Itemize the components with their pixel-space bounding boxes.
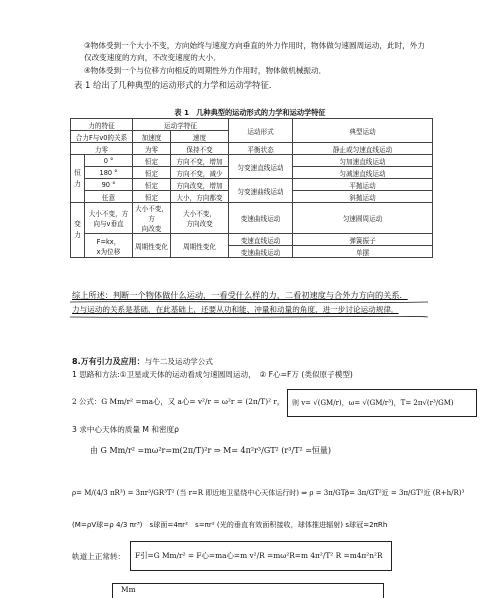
section-title: 8.万有引力及应用： (72, 357, 145, 366)
formula-box-orbit (287, 389, 477, 417)
header-kinematics: 运动学特征 (133, 119, 229, 131)
constant-motion-b: 匀变速曲线运动 (229, 179, 293, 203)
formula-box-centripetal (130, 541, 392, 571)
header-force: 力的特征 (71, 119, 133, 131)
summary-line-2: 力与运动的关系是基础，在此基础上，还要从功和能、冲量和动量的角度，进一步讨论运动规律． (72, 305, 399, 314)
section-subtitle: 与牛二及运动学公式 (144, 357, 213, 366)
motion-table (70, 118, 433, 258)
formula-acceleration: Mm/r² =ma心，又 a心= v²/r = ω²r = (2π/T)² r， (109, 397, 285, 406)
formula-cut-text: Mm (121, 585, 136, 594)
constant-typical: 平抛运动 (293, 179, 433, 191)
header-motion: 运动形式 (229, 119, 293, 143)
header-vel: 速度 (171, 131, 229, 143)
variable-cond (85, 203, 133, 234)
formula-label: 2 公式：G (72, 397, 108, 406)
constant-angle: 任意 (85, 191, 133, 203)
variable-vel (171, 203, 229, 234)
variable-motion: 变速直线运动 (229, 234, 293, 246)
constant-acc: 恒定 (133, 191, 171, 203)
formula-centripetal: F引=G Mm/r² = F心=ma心=m v²/R =mω²R=m 4π²/T² R =m4π²n²R (135, 551, 383, 560)
variable-acc-line: 向改变 (141, 225, 162, 233)
formula-box-cut (112, 583, 384, 598)
constant-acc: 恒定 (133, 167, 171, 179)
intro-line-3: ④物体受到一个与位移方向相反的周期性外力作用时，物体做机械振动． (84, 66, 327, 75)
section-point-1: 1 思路和方法:①卫星或天体的运动看成匀速圆周运动， ② F心=F万 (类似原子模型) (72, 370, 353, 379)
variable-cond-line: x为位移 (96, 247, 121, 256)
variable-cond-line: F=kx， (96, 237, 121, 246)
header-typical: 典型运动 (293, 119, 433, 143)
variable-motion: 变速曲线运动 (229, 203, 293, 234)
constant-vel: 方向不变，减少 (171, 167, 229, 179)
constant-motion-a: 匀变速直线运动 (229, 155, 293, 179)
variable-acc-line: 大小不变，方 (135, 205, 168, 223)
variable-acc (133, 203, 171, 234)
variable-label: 变力 (71, 203, 85, 258)
header-combo: 合力F与v0的关系 (71, 131, 133, 143)
constant-vel: 方向不变，增加 (171, 155, 229, 167)
zero-vel: 保持不变 (171, 143, 229, 155)
summary-line-1: 综上所述：判断一个物体做什么运动，一看受什么样的力，二看初速度与合外力方向的关系． (72, 290, 408, 300)
variable-typical: 弹簧振子 (293, 234, 433, 246)
constant-angle: 180 ° (85, 167, 133, 179)
variable-typical: 匀速圆周运动 (293, 203, 433, 234)
constant-label: 恒力 (71, 155, 85, 203)
formula-orbit: 则 v= √(GM/r)，ω= √(GM/r³)，T= 2π√(r³/GM) (292, 399, 454, 407)
intro-line-2: 仅改变速度的方向，不改变速度的大小． (84, 53, 221, 62)
variable-cond-line: 向与v垂直 (93, 220, 124, 228)
handwritten-underline (70, 301, 428, 303)
variable-typical: 单摆 (293, 246, 433, 258)
zero-acc: 为零 (133, 143, 171, 155)
variable-vel-line: 大小不变， (183, 210, 216, 218)
constant-typical: 匀加速直线运动 (293, 155, 433, 167)
intro-line-1: ③物体受到一个大小不变，方向始终与速度方向垂直的外力作用时，物体做匀速圆周运动，此时，外力 (84, 41, 425, 50)
variable-vel: 周期性变化 (171, 234, 229, 258)
zero-motion: 平衡状态 (229, 143, 293, 155)
zero-typical: 静止或匀速直线运动 (293, 143, 433, 155)
section-point-3: 3 求中心天体的质量 M 和密度ρ (72, 425, 179, 434)
constant-vel: 大小，方向都变 (171, 191, 229, 203)
constant-acc: 恒定 (133, 155, 171, 167)
constant-acc: 恒定 (133, 179, 171, 191)
formula-density-orbit: ρ= 3π/GT²近 = 3π/GT²近 (R+h/R)³ (345, 489, 465, 497)
intro-line-4: 表 1 给出了几种典型的运动形式的力学和运动学特征． (74, 80, 278, 90)
constant-vel: 方向改变，增加 (171, 179, 229, 191)
formula-mass: 由 G Mm/r² =mω²r=m(2π/T)²r ⇒ M= 4π²r³/GT² (r³/T² =恒量) (90, 446, 332, 455)
section-point-5: (M=ρV球=ρ 4/3 πr³) s球面=4πr² s=πr² (光的垂直有效面积接收，球体推进辐射) s球冠=2πRh (72, 520, 388, 529)
orbit-label: 轨道上正常转： (72, 552, 126, 561)
formula-density: ρ= M/(4/3 πR³) = 3πr³/GR³T² (当 r=R 即近地卫星绕中心天体运行时) ⇒ ρ = 3π/GT² (72, 489, 349, 497)
handwritten-underline (70, 316, 428, 318)
variable-vel-line: 方向改变 (186, 220, 213, 228)
variable-cond-line: 大小不变，方 (88, 210, 129, 218)
constant-angle: 0 ° (85, 155, 133, 167)
variable-cond (85, 234, 133, 258)
header-acc: 加速度 (133, 131, 171, 143)
zero-label: 力零 (71, 143, 133, 155)
table-caption: 表 1 几种典型的运动形式的力学和运动学特征 (174, 108, 326, 117)
variable-acc: 周期性变化 (133, 234, 171, 258)
variable-motion: 变速曲线运动 (229, 246, 293, 258)
constant-angle: 90 ° (85, 179, 133, 191)
constant-typical: 匀减速直线运动 (293, 167, 433, 179)
constant-typical: 斜抛运动 (293, 191, 433, 203)
